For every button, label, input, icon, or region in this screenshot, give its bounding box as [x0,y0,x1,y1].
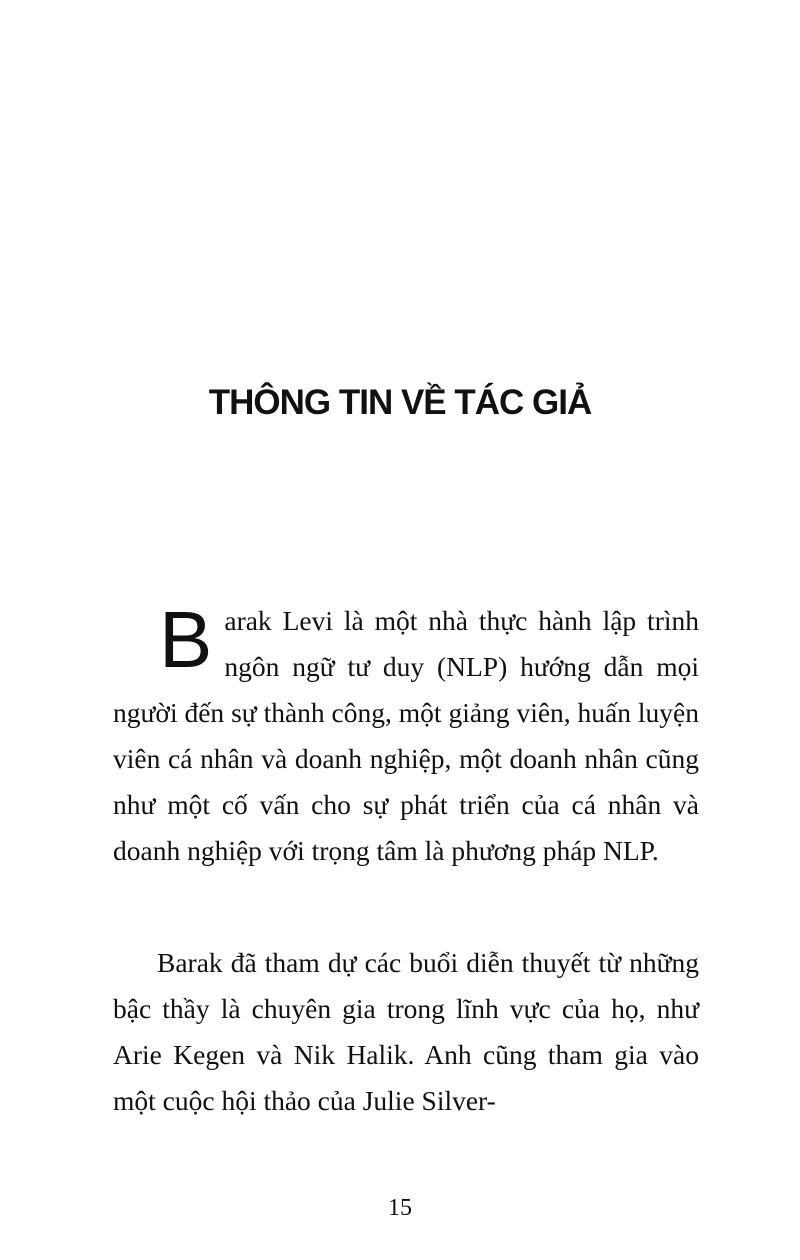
paragraph-1-text: arak Levi là một nhà thực hành lập trình ngôn ngữ tư duy (NLP) hướng dẫn mọi người đến sự thành công, một giảng viên, huấn luyện viên cá nhân và doanh nghiệp, một doanh nhân cũng như một cố vấn cho sự phát triển của cá nhân và doanh nghiệp với trọng tâm là phương pháp NLP. [113,605,699,866]
page-number: 15 [388,1195,412,1221]
paragraph-1 [113,595,699,874]
paragraph-2: Barak đã tham dự các buổi diễn thuyết từ những bậc thầy là chuyên gia trong lĩnh vực của họ, như Arie Kegen và Nik Halik. Anh cũng tham gia vào một cuộc hội thảo của Julie Silver- [113,947,699,1116]
chapter-title: THÔNG TIN VỀ TÁC GIẢ [208,383,592,422]
drop-cap-letter: B [159,595,213,684]
